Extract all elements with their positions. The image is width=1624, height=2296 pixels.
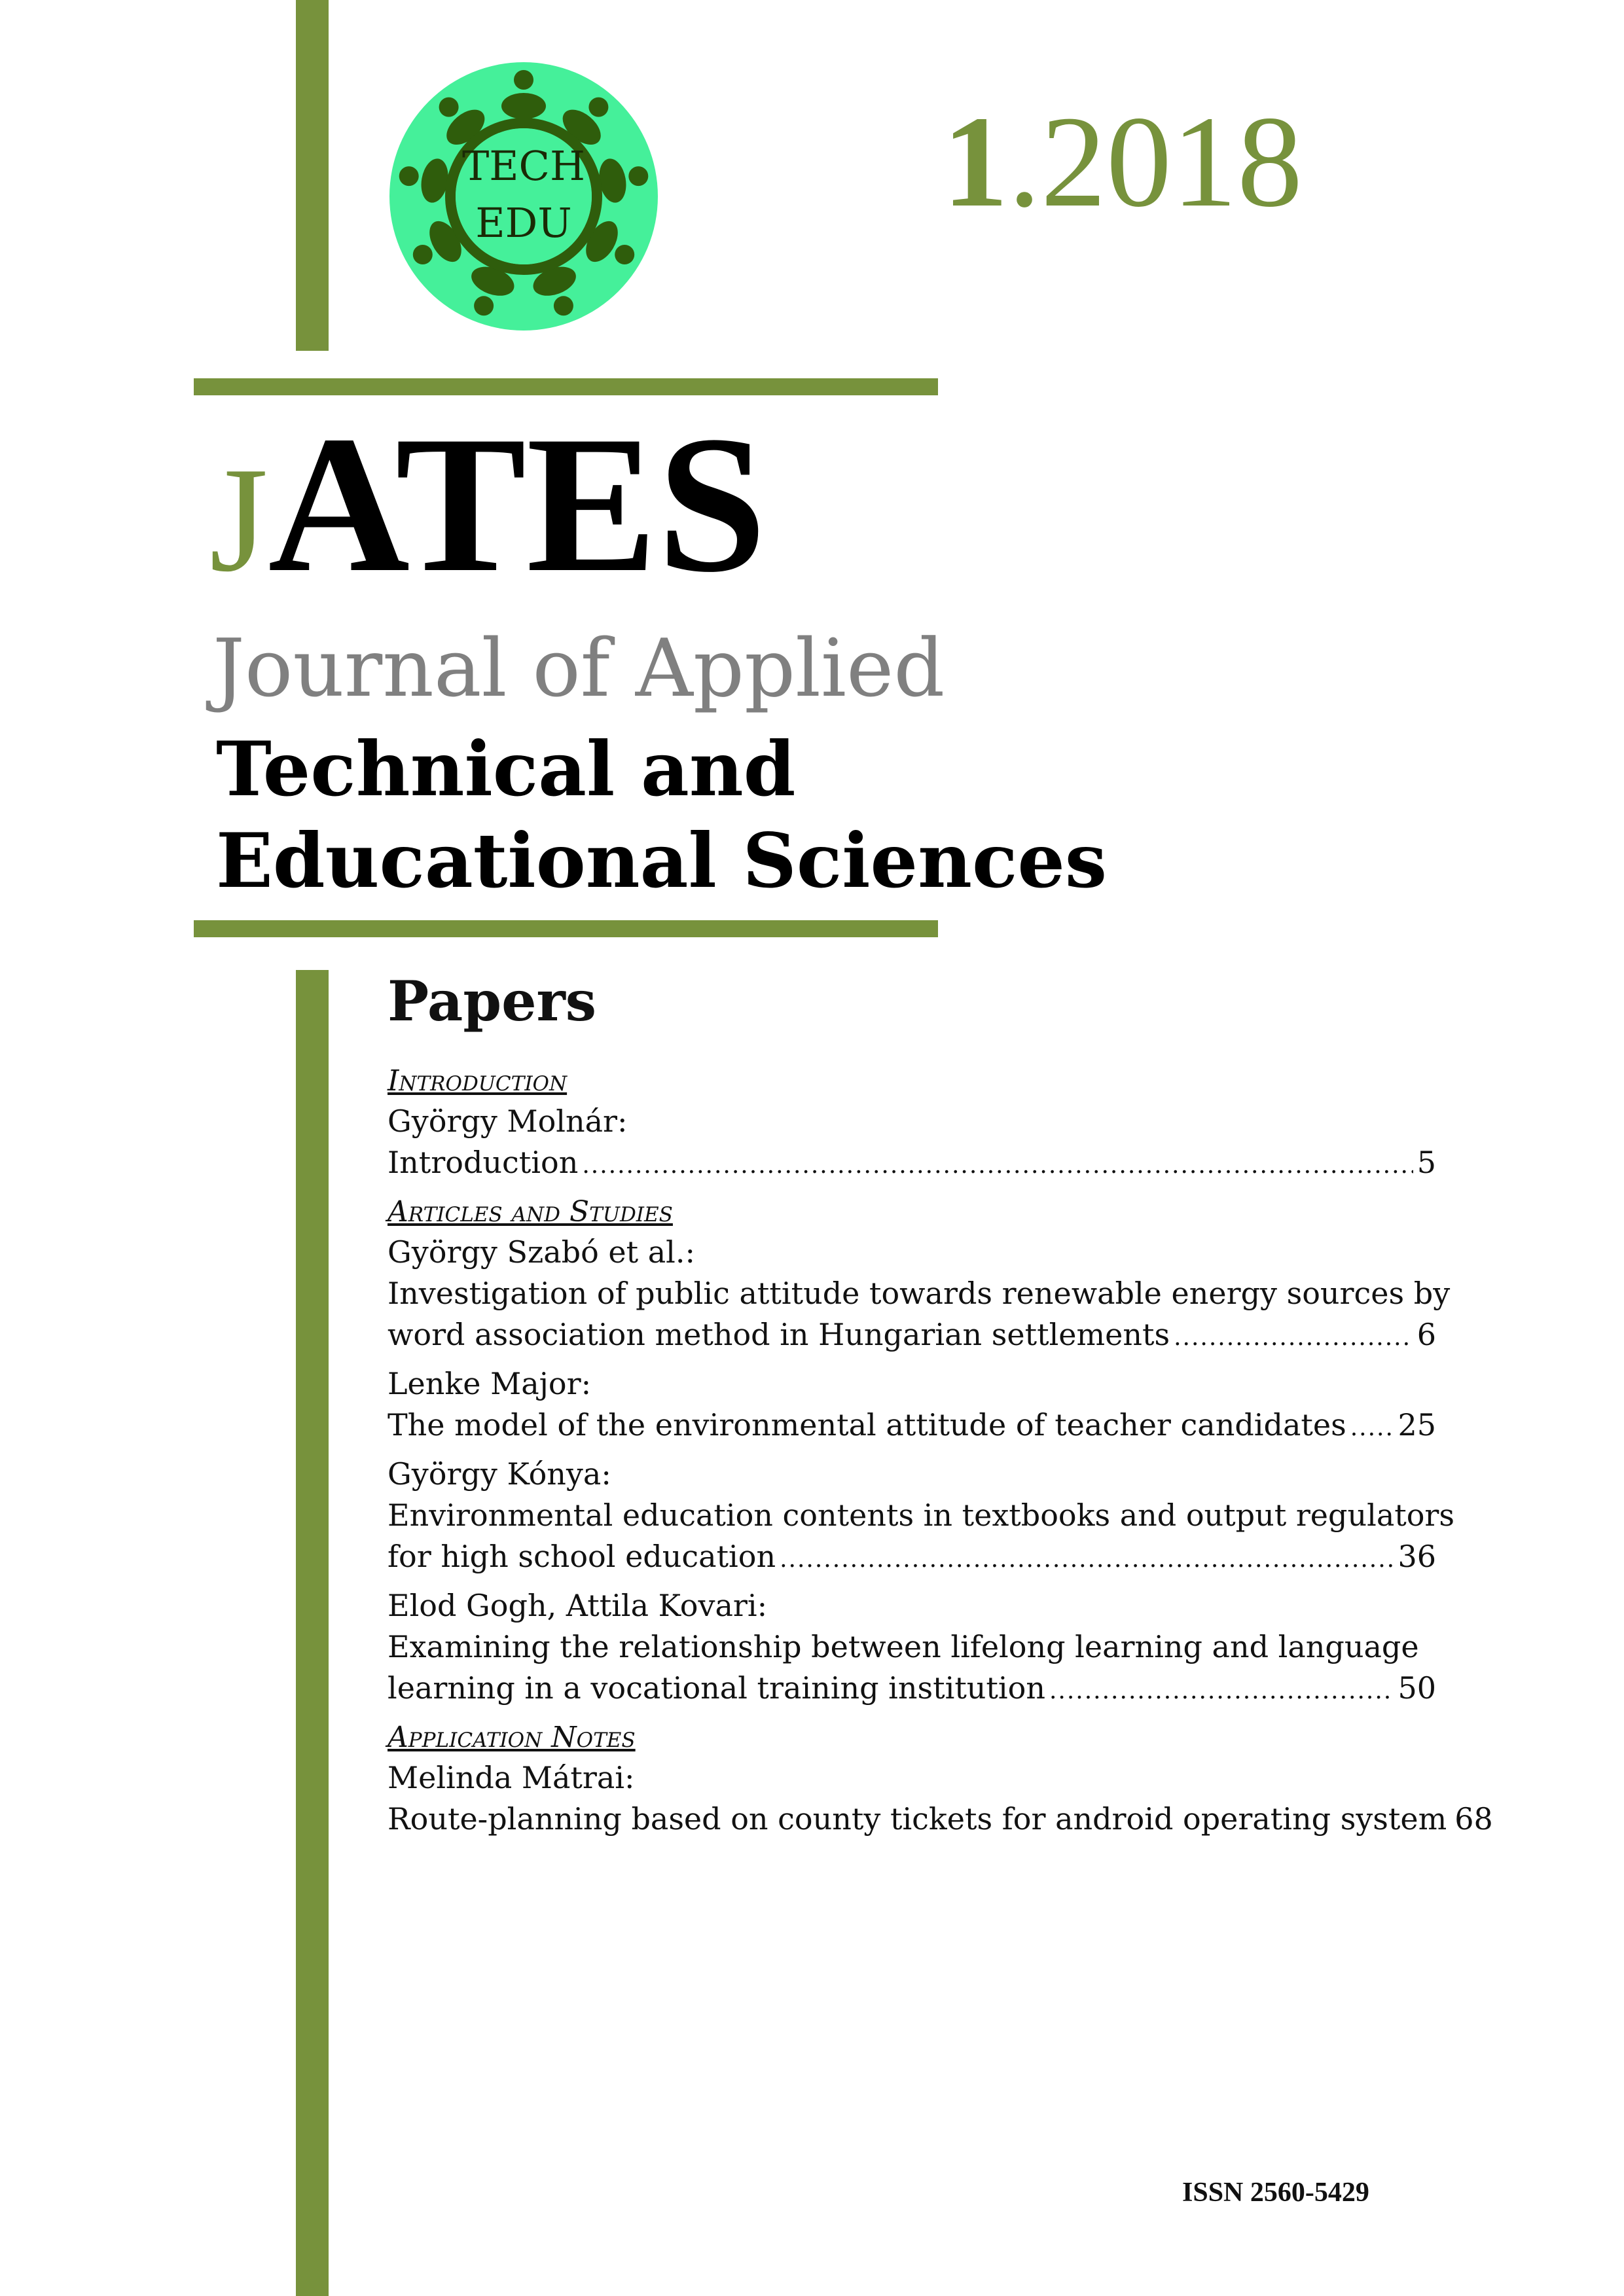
toc-section xyxy=(388,1721,1493,1842)
toc-entry-title-line: Route-planning based on county tickets for android operating system xyxy=(388,1801,1447,1837)
toc-dot-leader xyxy=(1049,1670,1394,1712)
toc-entry-author: Lenke Major: xyxy=(388,1366,592,1401)
toc-entry-last-line xyxy=(388,1799,1493,1842)
toc-entry-title-line: Environmental education contents in textbooks and output regulators xyxy=(388,1498,1455,1533)
toc-page-number: 25 xyxy=(1398,1407,1436,1443)
toc-entry-author: György Kónya: xyxy=(388,1456,611,1492)
toc-page-number: 68 xyxy=(1454,1801,1493,1837)
toc-entry-last-line xyxy=(388,1668,1436,1712)
logo-figure-head xyxy=(615,245,634,264)
toc-entry[interactable] xyxy=(388,1232,1451,1358)
toc-entry-last-line xyxy=(388,1142,1436,1186)
toc-entry-title-line: for high school education xyxy=(388,1539,776,1574)
toc-dot-leader xyxy=(1350,1407,1394,1448)
toc-entry-author: Melinda Mátrai: xyxy=(388,1760,635,1795)
toc-entry-title-line: Introduction xyxy=(388,1145,579,1180)
issn-number: ISSN 2560-5429 xyxy=(1182,2178,1369,2208)
journal-title-line2: Technical and xyxy=(216,725,796,813)
toc-section-heading: Introduction xyxy=(388,1064,568,1098)
toc-entry[interactable] xyxy=(388,1757,1493,1842)
toc-page-number: 50 xyxy=(1398,1670,1436,1706)
toc-body xyxy=(388,1064,1493,1842)
toc-entry-title-line: Examining the relationship between lifelong learning and language xyxy=(388,1629,1419,1664)
logo-figure-head xyxy=(399,166,419,186)
logo-figure-body xyxy=(501,93,546,119)
horizontal-rule-top xyxy=(194,378,938,395)
logo-text-line2: EDU xyxy=(475,199,572,247)
issue-number-rest: .2018 xyxy=(1008,90,1303,234)
toc-entry-author: György Szabó et al.: xyxy=(388,1234,695,1270)
toc-section xyxy=(388,1064,1436,1186)
journal-title-line3: Educational Sciences xyxy=(216,817,1108,905)
logo-figure-head xyxy=(474,296,494,315)
vertical-bar-bottom xyxy=(296,970,329,2296)
toc-dot-leader xyxy=(780,1539,1394,1580)
toc-entry-last-line xyxy=(388,1536,1436,1580)
toc-entry-title-line: word association method in Hungarian settlements xyxy=(388,1317,1170,1352)
tech-edu-logo xyxy=(386,59,661,334)
logo-figure-head xyxy=(413,245,433,264)
toc-section-heading: Articles and Studies xyxy=(388,1195,673,1229)
toc-entry-last-line xyxy=(388,1405,1436,1448)
horizontal-rule-bottom xyxy=(194,920,938,937)
toc-entry-title-line: learning in a vocational training institution xyxy=(388,1670,1045,1706)
toc-entry[interactable] xyxy=(388,1101,1436,1186)
toc-entry-title-line: The model of the environmental attitude of teacher candidates xyxy=(388,1407,1346,1443)
journal-acronym-first: J xyxy=(209,436,268,603)
logo-figure-head xyxy=(588,98,608,117)
papers-heading: Papers xyxy=(388,969,597,1033)
issue-number xyxy=(943,90,1303,234)
toc-dot-leader xyxy=(1174,1317,1413,1358)
toc-entry-title-line: Investigation of public attitude towards renewable energy sources by xyxy=(388,1276,1451,1311)
logo-figure-head xyxy=(554,296,573,315)
table-of-contents xyxy=(388,969,1493,1848)
toc-dot-leader xyxy=(582,1145,1413,1186)
issue-number-main: 1 xyxy=(943,90,1008,234)
journal-acronym-rest: ATES xyxy=(268,395,767,613)
toc-page-number: 5 xyxy=(1416,1145,1436,1180)
toc-entry[interactable] xyxy=(388,1454,1455,1580)
vertical-bar-top xyxy=(296,0,329,351)
toc-section xyxy=(388,1195,1455,1712)
toc-section-heading: Application Notes xyxy=(388,1721,636,1754)
toc-entry-author: György Molnár: xyxy=(388,1103,628,1139)
toc-entry-author: Elod Gogh, Attila Kovari: xyxy=(388,1588,768,1623)
toc-entry[interactable] xyxy=(388,1363,1436,1448)
logo-figure-head xyxy=(439,98,459,117)
toc-page-number: 6 xyxy=(1416,1317,1436,1352)
journal-title-line1: Journal of Applied xyxy=(213,622,945,715)
logo-text-line1: TECH xyxy=(461,142,586,190)
toc-page-number: 36 xyxy=(1398,1539,1436,1574)
logo-figure-head xyxy=(514,70,533,90)
journal-acronym xyxy=(209,395,767,613)
toc-entry[interactable] xyxy=(388,1585,1436,1712)
logo-figure-head xyxy=(628,166,648,186)
toc-entry-last-line xyxy=(388,1314,1436,1358)
